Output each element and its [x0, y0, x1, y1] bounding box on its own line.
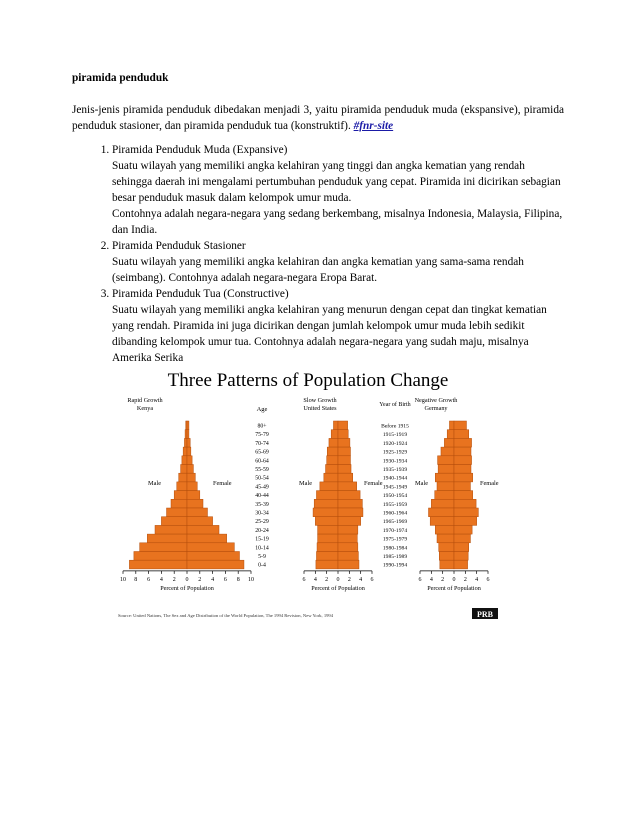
male-bar [316, 491, 338, 500]
female-bar [187, 482, 197, 491]
male-bar [181, 465, 187, 474]
chart-title: Three Patterns of Population Change [167, 370, 449, 391]
female-bar [338, 499, 362, 508]
x-tick-label: 4 [159, 576, 163, 583]
age-group-label: 65-69 [255, 449, 269, 456]
x-tick-label: 6 [486, 576, 490, 583]
x-tick-label: 2 [347, 576, 351, 583]
female-bar [187, 534, 227, 543]
male-bar [317, 543, 338, 552]
x-tick-label: 0 [336, 576, 340, 583]
age-group-label: 5-9 [258, 554, 266, 560]
age-group-label: 15-19 [255, 536, 269, 543]
item-body: Suatu wilayah yang memiliki angka kelahiran yang menurun dengan cepat dan tingkat kematian yang rendah. Piramida ini juga dicirikan dengan jumlah kelompok umur muda lebih sedikit dibanding kelompok umur tua. Contohnya adalah negara-negara yang sudah maju, misalnya Amerika Serika [112, 304, 547, 364]
male-bar [326, 465, 338, 474]
female-bar [454, 560, 468, 569]
x-tick-label: 8 [236, 576, 240, 583]
female-bar [187, 465, 193, 474]
male-bar [439, 552, 454, 561]
male-label: Male [148, 479, 161, 487]
female-bar [454, 543, 469, 552]
male-bar [313, 508, 338, 517]
male-bar [327, 447, 338, 456]
male-bar [171, 499, 187, 508]
birth-year-label: 1925-1929 [382, 449, 408, 456]
x-tick-label: 4 [475, 576, 479, 583]
female-bar [454, 447, 471, 456]
birth-year-label: 1915-1919 [382, 432, 408, 439]
female-bar [338, 534, 357, 543]
female-bar [454, 421, 466, 430]
female-label: Female [364, 479, 383, 487]
x-tick-label: 6 [147, 576, 151, 583]
male-bar [438, 456, 454, 465]
item-title: 1. Piramida Penduduk Muda (Expansive) [112, 144, 288, 156]
female-bar [338, 465, 351, 474]
x-tick-label: 4 [359, 576, 363, 583]
female-bar [338, 491, 360, 500]
list-item [112, 238, 564, 286]
female-bar [187, 456, 192, 465]
male-bar [140, 543, 187, 552]
male-bar [441, 447, 454, 456]
item-body: Suatu wilayah yang memiliki angka kelahiran yang tinggi dan angka kematian yang rendah sehingga daerah ini mengalami pertumbuhan penduduk yang cepat. Piramida ini dicirikan sebagian besar penduduk masuk dalam kelompok umur muda. [112, 160, 561, 204]
x-tick-label: 10 [248, 576, 254, 583]
female-bar [187, 491, 200, 500]
birth-year-label: 1930-1934 [382, 458, 408, 465]
birth-year-label: 1980-1984 [382, 545, 408, 552]
male-bar [174, 491, 187, 500]
male-bar [129, 560, 187, 569]
birth-year-label: 1975-1979 [382, 536, 408, 543]
female-bar [187, 508, 207, 517]
birth-year-label: 1945-1949 [382, 484, 408, 491]
male-bar [437, 482, 454, 491]
female-bar [454, 552, 468, 561]
x-tick-label: 0 [185, 576, 189, 583]
panel-country-label: Germany [424, 405, 448, 412]
male-bar [179, 473, 187, 482]
birth-year-label: 1950-1954 [382, 493, 408, 500]
prb-logo-text: PRB [477, 610, 493, 619]
age-group-label: 80+ [257, 423, 267, 430]
male-bar [429, 508, 455, 517]
female-bar [338, 430, 348, 439]
female-bar [454, 517, 477, 526]
female-bar [187, 517, 213, 526]
panel-growth-label: Negative Growth [414, 397, 458, 404]
female-bar [454, 499, 476, 508]
female-bar [454, 430, 469, 439]
male-bar [435, 491, 454, 500]
x-tick-label: 6 [418, 576, 422, 583]
male-bar [324, 473, 338, 482]
x-tick-label: 6 [302, 576, 306, 583]
male-bar [177, 482, 187, 491]
age-group-label: 30-34 [255, 510, 269, 517]
male-bar [435, 473, 454, 482]
item-title: 3. Piramida Penduduk Tua (Constructive) [112, 288, 289, 300]
intro-paragraph [72, 102, 564, 134]
birth-year-label: 1985-1989 [382, 554, 408, 560]
male-bar [329, 438, 338, 447]
age-group-label: 75-79 [255, 432, 269, 439]
female-bar [338, 447, 350, 456]
female-bar [454, 534, 470, 543]
birth-year-label: 1965-1969 [382, 519, 408, 526]
female-bar [187, 543, 234, 552]
x-tick-label: 4 [313, 576, 317, 583]
male-bar [184, 438, 187, 447]
male-bar [147, 534, 187, 543]
x-tick-label: 4 [429, 576, 433, 583]
female-bar [187, 552, 239, 561]
male-bar [440, 560, 454, 569]
male-bar [437, 534, 454, 543]
birth-year-label: 1935-1939 [382, 467, 408, 473]
age-group-label: 25-29 [255, 519, 269, 526]
female-bar [454, 482, 470, 491]
female-bar [187, 560, 244, 569]
document-heading: piramida penduduk [72, 72, 169, 84]
population-pyramid-chart [116, 368, 500, 622]
x-tick-label: 2 [441, 576, 445, 583]
male-bar [185, 430, 187, 439]
female-bar [338, 517, 361, 526]
female-bar [338, 438, 350, 447]
male-bar [444, 438, 454, 447]
source-note: Source: United Nations, The Sex and Age Distribution of the World Population, The 1994 Revision, New York, 1994 [118, 613, 334, 618]
female-bar [338, 543, 358, 552]
male-bar [331, 430, 338, 439]
male-bar [430, 517, 454, 526]
female-bar [187, 525, 219, 534]
panel-country-label: United States [303, 405, 337, 412]
birth-year-label: 1940-1944 [382, 475, 408, 482]
age-group-label: 50-54 [255, 475, 269, 482]
male-bar [438, 465, 454, 474]
x-axis-label: Percent of Population [160, 584, 214, 592]
female-bar [338, 421, 348, 430]
x-tick-label: 8 [134, 576, 138, 583]
x-tick-label: 4 [211, 576, 215, 583]
male-bar [318, 525, 338, 534]
male-bar [333, 421, 338, 430]
male-label: Male [415, 479, 428, 487]
male-bar [316, 552, 338, 561]
panel-growth-label: Rapid Growth [127, 397, 163, 404]
female-label: Female [213, 479, 232, 487]
x-tick-label: 6 [370, 576, 374, 583]
male-bar [155, 525, 187, 534]
list-item [112, 142, 564, 238]
male-bar [182, 456, 187, 465]
x-tick-label: 2 [172, 576, 176, 583]
age-group-label: 35-39 [255, 501, 269, 508]
female-label: Female [480, 479, 499, 487]
age-group-label: 60-64 [255, 458, 269, 465]
male-bar [167, 508, 187, 517]
birth-year-label: Before 1915 [381, 423, 409, 430]
panel-country-label: Kenya [136, 405, 154, 412]
female-bar [454, 456, 472, 465]
x-tick-label: 2 [325, 576, 329, 583]
age-group-label: 45-49 [255, 484, 269, 491]
male-bar [316, 560, 338, 569]
item-example: Contohnya adalah negara-negara yang sedang berkembang, misalnya Indonesia, Malaysia, Filipina, dan India. [112, 208, 563, 236]
male-bar [439, 543, 454, 552]
male-bar [431, 499, 454, 508]
female-bar [338, 473, 353, 482]
female-bar [187, 447, 191, 456]
age-group-label: 40-44 [255, 493, 269, 500]
list-item [112, 286, 564, 366]
male-bar [315, 517, 338, 526]
x-tick-label: 10 [120, 576, 126, 583]
x-tick-label: 2 [198, 576, 202, 583]
female-bar [187, 473, 195, 482]
male-label: Male [299, 479, 312, 487]
male-bar [327, 456, 338, 465]
male-bar [320, 482, 338, 491]
pyramid-type-list [72, 142, 564, 366]
birth-year-label: 1970-1974 [382, 527, 408, 534]
female-bar [338, 560, 359, 569]
x-axis-label: Percent of Population [311, 584, 365, 592]
male-bar [161, 517, 187, 526]
panel-growth-label: Slow Growth [303, 397, 337, 404]
male-bar [314, 499, 338, 508]
female-bar [187, 499, 203, 508]
female-bar [454, 465, 471, 474]
birth-year-header: Year of Birth [379, 402, 411, 408]
x-tick-label: 2 [463, 576, 467, 583]
birth-year-label: 1990-1994 [382, 562, 408, 569]
age-group-label: 55-59 [255, 467, 269, 473]
age-header: Age [256, 406, 268, 413]
x-tick-label: 0 [452, 576, 456, 583]
item-title: 2. Piramida Penduduk Stasioner [112, 240, 246, 252]
female-bar [338, 552, 358, 561]
male-bar [134, 552, 187, 561]
birth-year-label: 1960-1964 [382, 510, 408, 517]
x-axis-label: Percent of Population [427, 584, 481, 592]
female-bar [187, 438, 190, 447]
female-bar [187, 421, 189, 430]
birth-year-label: 1920-1924 [382, 440, 408, 447]
age-group-label: 10-14 [255, 545, 269, 552]
male-bar [435, 525, 454, 534]
female-bar [338, 456, 350, 465]
document-body [72, 70, 564, 366]
fnr-site-link[interactable]: #fnr-site [353, 120, 394, 132]
population-pyramid-figure [116, 368, 500, 622]
age-group-label: 20-24 [255, 527, 269, 534]
female-bar [454, 491, 473, 500]
female-bar [454, 525, 472, 534]
male-bar [447, 430, 454, 439]
female-bar [454, 508, 478, 517]
x-tick-label: 6 [223, 576, 227, 583]
female-bar [454, 438, 472, 447]
intro-text: Jenis-jenis piramida penduduk dibedakan menjadi 3, yaitu piramida penduduk muda (ekspansive), piramida penduduk stasioner, dan piramida penduduk tua (konstruktif). [72, 104, 564, 132]
age-group-label: 0-4 [258, 562, 266, 569]
male-bar [449, 421, 454, 430]
birth-year-label: 1955-1959 [382, 501, 408, 508]
female-bar [338, 525, 358, 534]
male-bar [318, 534, 338, 543]
female-bar [454, 473, 473, 482]
female-bar [187, 430, 189, 439]
male-bar [183, 447, 187, 456]
female-bar [338, 508, 363, 517]
item-body: Suatu wilayah yang memiliki angka kelahiran dan angka kematian yang sama-sama rendah (seimbang). Contohnya adalah negara-negara Eropa Barat. [112, 256, 524, 284]
female-bar [338, 482, 357, 491]
age-group-label: 70-74 [255, 440, 269, 447]
